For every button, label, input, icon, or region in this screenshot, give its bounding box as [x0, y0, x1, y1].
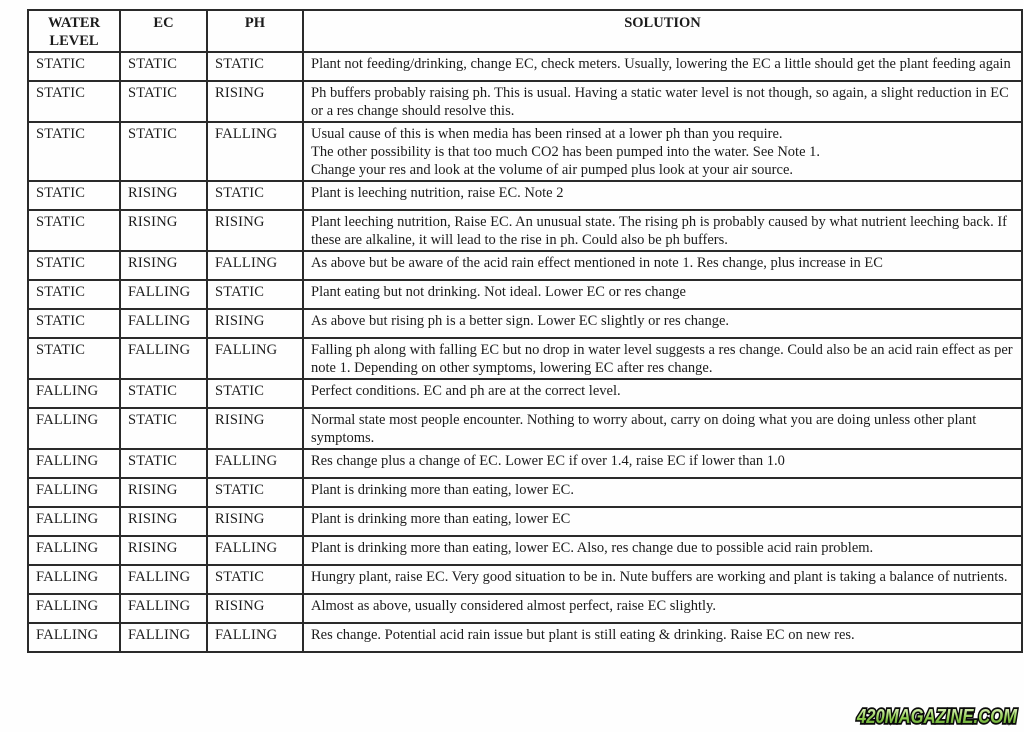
ph-cell: RISING: [207, 210, 303, 251]
solution-cell: As above but be aware of the acid rain effect mentioned in note 1. Res change, plus increase in EC: [303, 251, 1022, 280]
ec-cell: FALLING: [120, 280, 207, 309]
solution-cell: Plant is drinking more than eating, lower EC: [303, 507, 1022, 536]
ph-cell: FALLING: [207, 449, 303, 478]
water-level-cell: STATIC: [28, 210, 120, 251]
solution-cell: Res change. Potential acid rain issue but plant is still eating & drinking. Raise EC on new res.: [303, 623, 1022, 652]
table-row: [28, 449, 1022, 478]
water-level-cell: STATIC: [28, 338, 120, 379]
ph-cell: FALLING: [207, 122, 303, 181]
ph-cell: STATIC: [207, 565, 303, 594]
ec-cell: RISING: [120, 507, 207, 536]
column-header-ph: PH: [207, 10, 303, 52]
ec-cell: STATIC: [120, 122, 207, 181]
solution-cell: Plant is leeching nutrition, raise EC. Note 2: [303, 181, 1022, 210]
water-level-cell: STATIC: [28, 181, 120, 210]
ph-cell: STATIC: [207, 280, 303, 309]
ph-cell: RISING: [207, 594, 303, 623]
troubleshooting-table: [27, 9, 1023, 653]
water-level-cell: STATIC: [28, 309, 120, 338]
table-row: [28, 81, 1022, 122]
watermark-420magazine-icon: [853, 702, 1021, 729]
water-level-cell: FALLING: [28, 565, 120, 594]
solution-cell: Almost as above, usually considered almost perfect, raise EC slightly.: [303, 594, 1022, 623]
table-header-row: [28, 10, 1022, 52]
ec-cell: FALLING: [120, 338, 207, 379]
ph-cell: FALLING: [207, 623, 303, 652]
table-row: [28, 623, 1022, 652]
ph-cell: RISING: [207, 408, 303, 449]
water-level-cell: FALLING: [28, 408, 120, 449]
water-level-cell: STATIC: [28, 52, 120, 81]
water-level-cell: STATIC: [28, 251, 120, 280]
watermark-text: 420MAGAZINE.COM: [856, 706, 1019, 728]
solution-cell: Falling ph along with falling EC but no drop in water level suggests a res change. Could also be an acid rain effect as per note 1. Depending on other symptoms, lowering EC after res change.: [303, 338, 1022, 379]
watermark-logo: [853, 702, 1021, 729]
table-row: [28, 478, 1022, 507]
ph-cell: STATIC: [207, 379, 303, 408]
solution-cell: Ph buffers probably raising ph. This is usual. Having a static water level is not though, so again, a slight reduction in EC or a res change should resolve this.: [303, 81, 1022, 122]
ph-cell: FALLING: [207, 536, 303, 565]
water-level-cell: STATIC: [28, 81, 120, 122]
ec-cell: RISING: [120, 478, 207, 507]
table-row: [28, 536, 1022, 565]
table-row: [28, 507, 1022, 536]
table-row: [28, 251, 1022, 280]
water-level-cell: FALLING: [28, 623, 120, 652]
solution-cell: Plant eating but not drinking. Not ideal. Lower EC or res change: [303, 280, 1022, 309]
table-row: [28, 122, 1022, 181]
solution-cell: Normal state most people encounter. Nothing to worry about, carry on doing what you are doing unless other plant symptoms.: [303, 408, 1022, 449]
table-row: [28, 408, 1022, 449]
water-level-cell: STATIC: [28, 280, 120, 309]
water-level-cell: STATIC: [28, 122, 120, 181]
ph-cell: STATIC: [207, 478, 303, 507]
column-header-water-level: WATER LEVEL: [28, 10, 120, 52]
ph-cell: STATIC: [207, 181, 303, 210]
ec-cell: STATIC: [120, 379, 207, 408]
water-level-cell: FALLING: [28, 507, 120, 536]
ph-cell: RISING: [207, 507, 303, 536]
solution-cell: Plant leeching nutrition, Raise EC. An unusual state. The rising ph is probably caused by what nutrient leeching back. If these are alkaline, it will lead to the rise in ph. Could also be ph buffers.: [303, 210, 1022, 251]
water-level-cell: FALLING: [28, 594, 120, 623]
table-row: [28, 280, 1022, 309]
ec-cell: RISING: [120, 210, 207, 251]
solution-cell: Plant is drinking more than eating, lower EC.: [303, 478, 1022, 507]
table-row: [28, 309, 1022, 338]
ec-cell: RISING: [120, 536, 207, 565]
ec-cell: STATIC: [120, 81, 207, 122]
ec-cell: FALLING: [120, 565, 207, 594]
solution-cell: As above but rising ph is a better sign. Lower EC slightly or res change.: [303, 309, 1022, 338]
ph-cell: FALLING: [207, 251, 303, 280]
table-row: [28, 52, 1022, 81]
water-level-cell: FALLING: [28, 379, 120, 408]
ph-cell: RISING: [207, 309, 303, 338]
solution-cell: Perfect conditions. EC and ph are at the correct level.: [303, 379, 1022, 408]
solution-cell: Res change plus a change of EC. Lower EC if over 1.4, raise EC if lower than 1.0: [303, 449, 1022, 478]
table-row: [28, 565, 1022, 594]
ph-cell: STATIC: [207, 52, 303, 81]
column-header-solution: SOLUTION: [303, 10, 1022, 52]
ph-cell: FALLING: [207, 338, 303, 379]
water-level-cell: FALLING: [28, 449, 120, 478]
table-row: [28, 210, 1022, 251]
table-row: [28, 594, 1022, 623]
table-row: [28, 379, 1022, 408]
solution-cell: Plant is drinking more than eating, lower EC. Also, res change due to possible acid rain problem.: [303, 536, 1022, 565]
ec-cell: STATIC: [120, 449, 207, 478]
water-level-cell: FALLING: [28, 536, 120, 565]
ec-cell: FALLING: [120, 594, 207, 623]
ec-cell: RISING: [120, 251, 207, 280]
ph-cell: RISING: [207, 81, 303, 122]
ec-cell: FALLING: [120, 309, 207, 338]
solution-cell: Usual cause of this is when media has been rinsed at a lower ph than you require. The other possibility is that too much CO2 has been pumped into the water. See Note 1. Change your res and look at the volume of air pumped plus look at your air source.: [303, 122, 1022, 181]
ec-cell: STATIC: [120, 52, 207, 81]
ec-cell: STATIC: [120, 408, 207, 449]
solution-cell: Plant not feeding/drinking, change EC, check meters. Usually, lowering the EC a little should get the plant feeding again: [303, 52, 1022, 81]
solution-cell: Hungry plant, raise EC. Very good situation to be in. Nute buffers are working and plant is taking a balance of nutrients.: [303, 565, 1022, 594]
ec-cell: RISING: [120, 181, 207, 210]
ec-cell: FALLING: [120, 623, 207, 652]
table-row: [28, 338, 1022, 379]
column-header-ec: EC: [120, 10, 207, 52]
water-level-cell: FALLING: [28, 478, 120, 507]
table-row: [28, 181, 1022, 210]
